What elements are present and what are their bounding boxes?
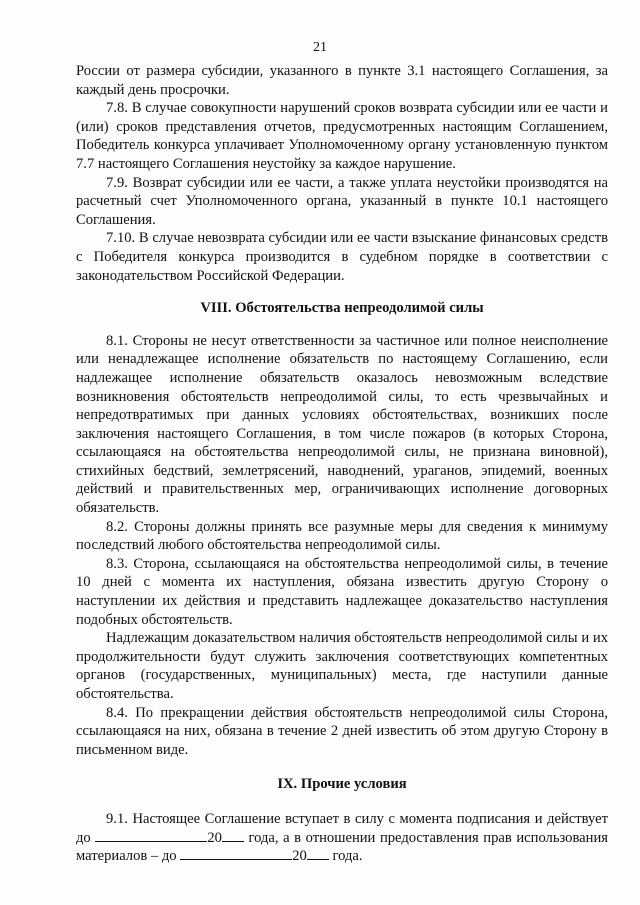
year-blank-2 — [307, 847, 329, 860]
paragraph-7-9: 7.9. Возврат субсидии или ее части, а также уплата неустойки производятся на расчетный счет Уполномоченного органа, указанный в пункте 10.1 настоящего Соглашения. — [76, 174, 608, 228]
paragraph-9-1-part-a: 9.1. Настоящее Соглашение вступает в силу с момента подписания и действует до — [76, 810, 608, 846]
paragraph-8-3-proof: Надлежащим доказательством наличия обстоятельств непреодолимой силы и их продолжительности будут служить заключения соответствующих компетентных органов (государственных, муниципальных) места, где наступили данные обстоятельства. — [76, 630, 608, 702]
paragraph-9-1-part-c: года. — [332, 848, 363, 865]
year-prefix-1: 20 — [207, 829, 222, 846]
date-blank-1 — [95, 829, 207, 842]
year-blank-1 — [222, 829, 244, 842]
paragraph-9-1 — [76, 810, 608, 866]
date-blank-2 — [180, 847, 292, 860]
year-prefix-2: 20 — [292, 848, 307, 865]
paragraph-7-7-continuation: России от размера субсидии, указанного в пункте 3.1 настоящего Соглашения, за каждый день просрочки. — [76, 63, 608, 98]
paragraph-9-1-part-b: года, а в отношении предоставления прав использования материалов – до — [76, 829, 608, 865]
paragraph-8-4: 8.4. По прекращении действия обстоятельств непреодолимой силы Сторона, ссылающаяся на них, обязана в течение 2 дней известить об этом другую Сторону в письменном виде. — [76, 704, 608, 758]
document-body — [76, 62, 608, 866]
paragraph-8-3: 8.3. Сторона, ссылающаяся на обстоятельства непреодолимой силы, в течение 10 дней с момента их наступления, обязана известить другую Сторону о наступлении их действия и представить надлежащее доказательство наступления подобных обстоятельств. — [76, 555, 608, 628]
paragraph-7-8: 7.8. В случае совокупности нарушений сроков возврата субсидии или ее части и (или) сроков представления отчетов, предусмотренных настоящим Соглашением, Победитель конкурса уплачивает Уполномоченному органу установленную пунктом 7.7 настоящего Соглашения неустойку за каждое нарушение. — [76, 100, 608, 172]
section-8-heading: VIII. Обстоятельства непреодолимой силы — [200, 300, 484, 317]
section-9-heading: IX. Прочие условия — [277, 776, 407, 793]
paragraph-8-2: 8.2. Стороны должны принять все разумные меры для сведения к минимуму последствий любого обстоятельства непреодолимой силы. — [76, 518, 608, 554]
page-number: 21 — [313, 40, 327, 55]
paragraph-7-10: 7.10. В случае невозврата субсидии или ее части взыскание финансовых средств с Победителя конкурса производится в судебном порядке в соответствии с законодательством Российской Федерации. — [76, 230, 608, 284]
paragraph-8-1: 8.1. Стороны не несут ответственности за частичное или полное неисполнение или ненадлежащее исполнение обязательств по настоящему Соглашению, если надлежащее исполнение обязательств оказалось невозможным вследствие возникновения обстоятельств непреодолимой силы, то есть чрезвычайных и непредотвратимых при данных условиях обстоятельствах, возникших после заключения настоящего Соглашения, в том числе пожаров (в которых Сторона, ссылающаяся на обстоятельства непреодолимой силы, не признана виновной), стихийных бедствий, землетрясений, наводнений, ураганов, эпидемий, военных действий и правительственных мер, ограничивающих исполнение договорных обязательств. — [76, 332, 608, 517]
